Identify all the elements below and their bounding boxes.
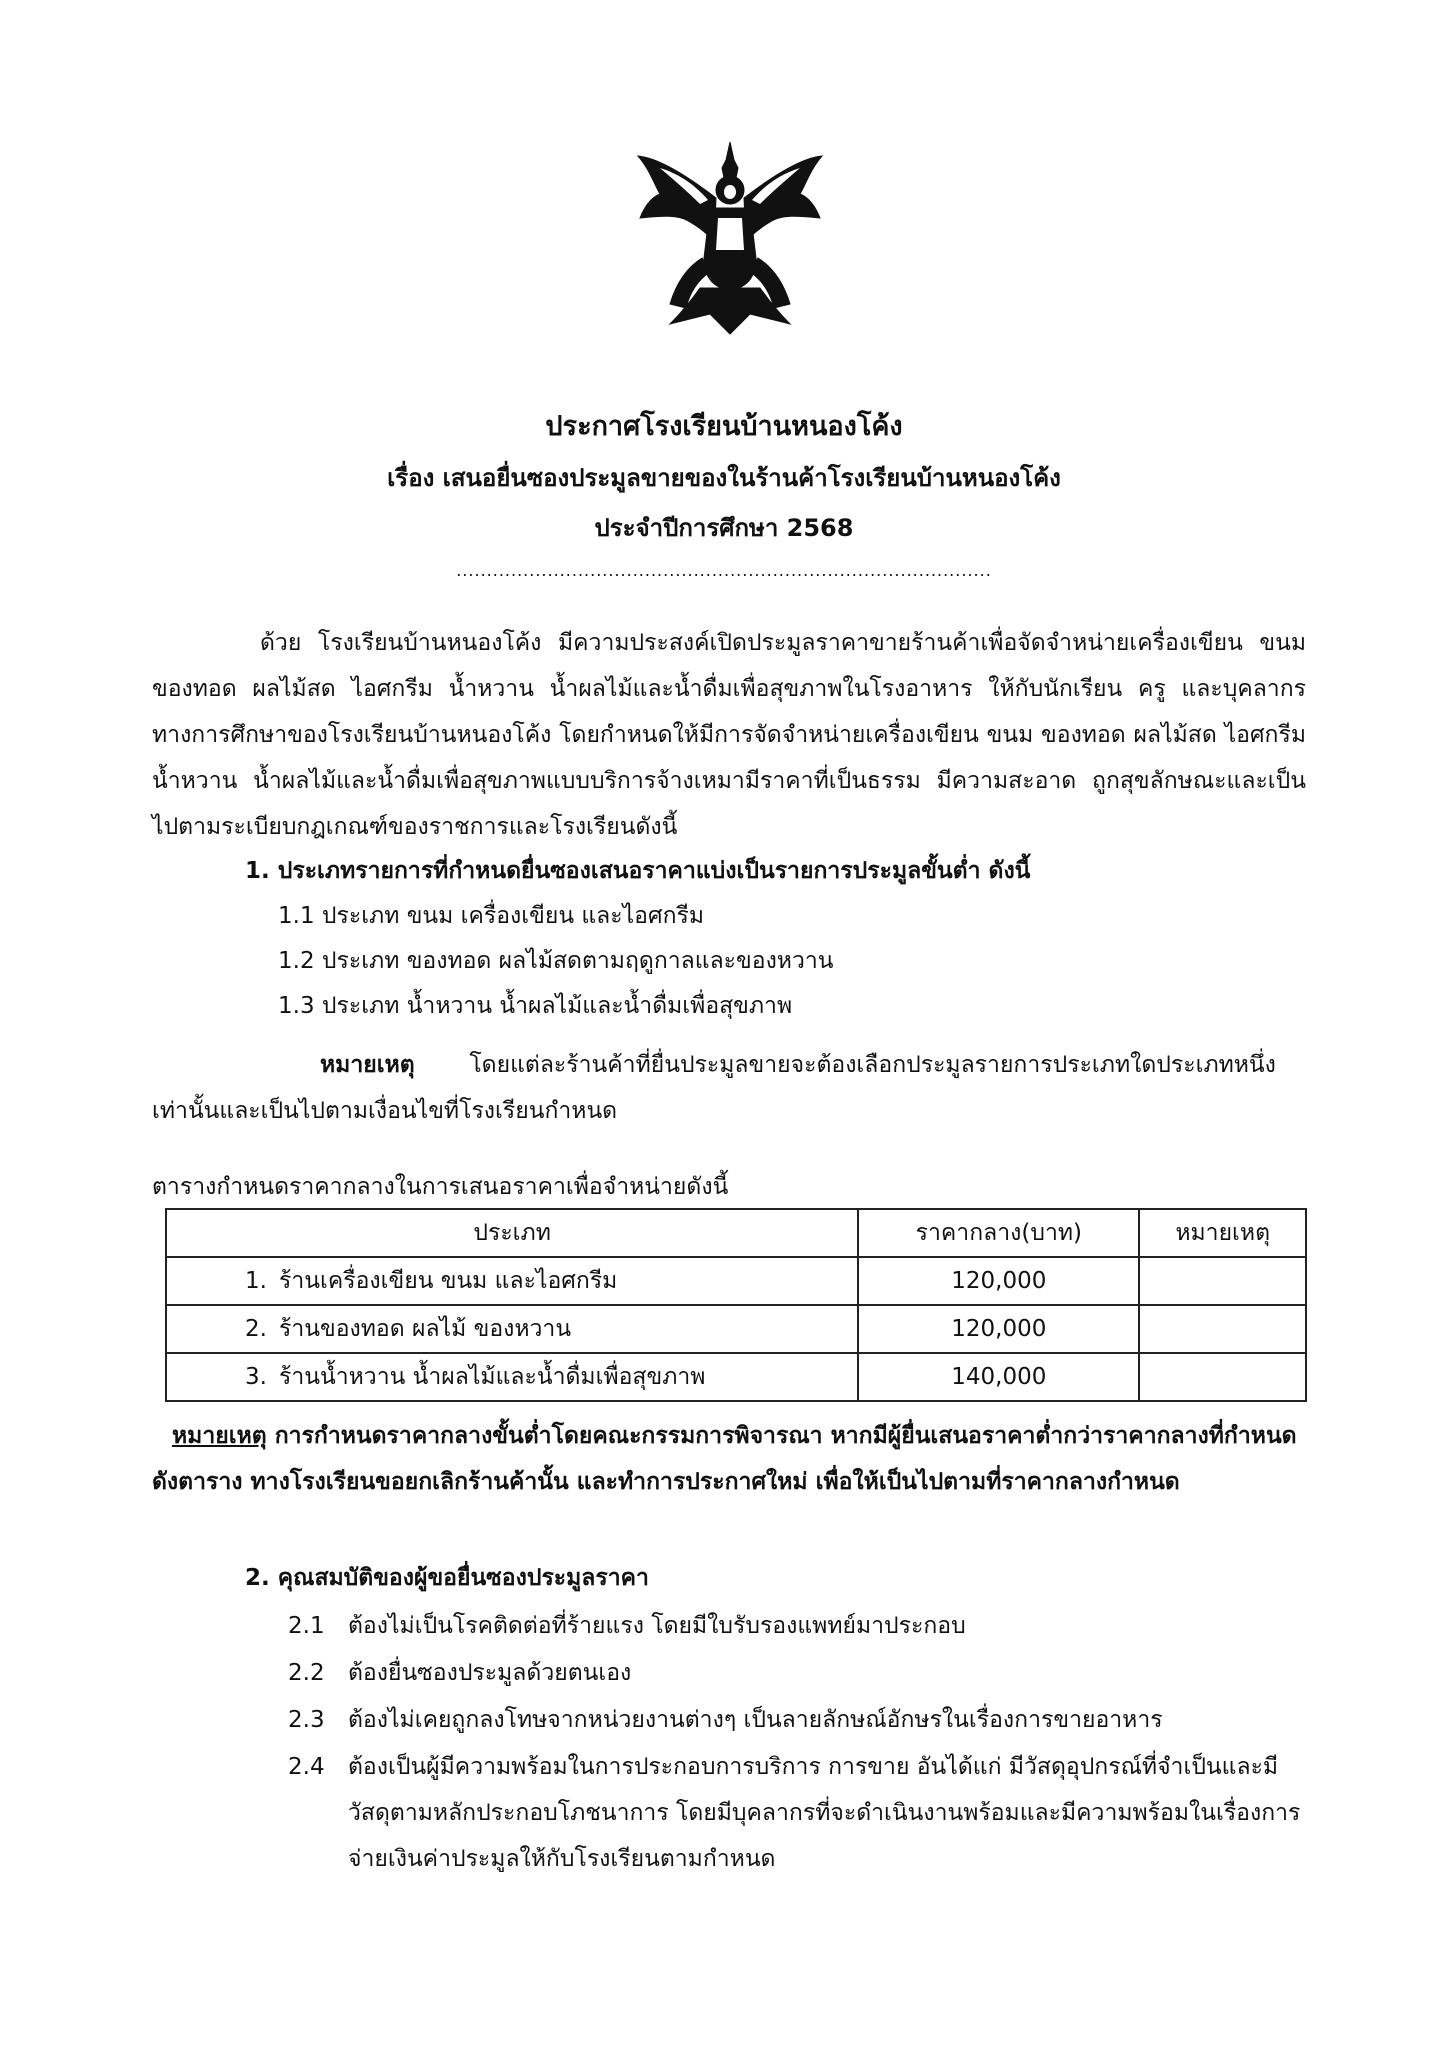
price-note-text: การกำหนดราคากลางขั้นต่ำโดยคณะกรรมการพิจารณา หากมีผู้ยื่นเสนอราคาต่ำกว่าราคากลางที่กำหนดดังตาราง ทางโรงเรียนขอยกเลิกร้านค้านั้น และทำการประกาศใหม่ เพื่อให้เป็นไปตามที่ราคากลางกำหนด — [152, 1423, 1297, 1495]
cell-type: 1. ร้านเครื่องเขียน ขนม และไอศกรีม — [166, 1257, 858, 1305]
cell-type: 3. ร้านน้ำหวาน น้ำผลไม้และน้ำดื่มเพื่อสุขภาพ — [166, 1353, 858, 1401]
table-header-row — [166, 1209, 1306, 1257]
section1-item: 1.1 ประเภท ขนม เครื่องเขียน และไอศกรีม — [278, 903, 705, 929]
cell-price: 140,000 — [858, 1353, 1139, 1401]
page-title: ประกาศโรงเรียนบ้านหนองโค้ง — [545, 411, 903, 442]
cell-note — [1139, 1305, 1306, 1353]
table-row — [166, 1257, 1306, 1305]
section1-heading: 1. ประเภทรายการที่กำหนดยื่นซองเสนอราคาแบ่งเป็นรายการประมูลขั้นต่ำ ดังนี้ — [245, 858, 1031, 884]
price-note — [152, 1413, 1312, 1505]
note-text: โดยแต่ละร้านค้าที่ยื่นประมูลขายจะต้องเลือกประมูลรายการประเภทใดประเภทหนึ่ง — [469, 1052, 1276, 1078]
table-caption: ตารางกำหนดราคากลางในการเสนอราคาเพื่อจำหน่ายดังนี้ — [152, 1174, 729, 1200]
cell-price: 120,000 — [858, 1257, 1139, 1305]
garuda-emblem-icon — [630, 138, 830, 338]
qualification-item: 2.3 ต้องไม่เคยถูกลงโทษจากหน่วยงานต่างๆ เป็นลายลักษณ์อักษรในเรื่องการขายอาหาร — [288, 1707, 1163, 1733]
cell-note — [1139, 1353, 1306, 1401]
intro-text: ด้วย โรงเรียนบ้านหนองโค้ง มีความประสงค์เปิดประมูลราคาขายร้านค้าเพื่อจัดจำหน่ายเครื่องเขียน ขนม ของทอด ผลไม้สด ไอศกรีม น้ำหวาน น้ำผลไม้และน้ำดื่มเพื่อสุขภาพในโรงอาหาร ให้กับนักเรียน ครู และบุคลากรทางการศึกษาของโรงเรียนบ้านหนองโค้ง โดยกำหนดให้มีการจัดจำหน่ายเครื่องเขียน ขนม ของทอด ผลไม้สด ไอศกรีม น้ำหวาน น้ำผลไม้และน้ำดื่มเพื่อสุขภาพแบบบริการจ้างเหมามีราคาที่เป็นธรรม มีความสะอาด ถูกสุขลักษณะและเป็นไปตามระเบียบกฎเกณฑ์ของราชการและโรงเรียนดังนี้ — [152, 630, 1306, 840]
qualification-item-text: ต้องเป็นผู้มีความพร้อมในการประกอบการบริการ การขาย อันได้แก่ มีวัสดุอุปกรณ์ที่จำเป็นและมีวัสดุตามหลักประกอบโภชนาการ โดยมีบุคลากรที่จะดำเนินงานพร้อมและมีความพร้อมในเรื่องการจ่ายเงินค่าประมูลให้กับโรงเรียนตามกำหนด — [348, 1754, 1301, 1872]
qualification-item-no: 2.4 — [288, 1754, 325, 1780]
section1-item: 1.3 ประเภท น้ำหวาน น้ำผลไม้และน้ำดื่มเพื่อสุขภาพ — [278, 993, 793, 1019]
note-label: หมายเหตุ — [320, 1052, 415, 1078]
table-row — [166, 1353, 1306, 1401]
cell-note — [1139, 1257, 1306, 1305]
header-price: ราคากลาง(บาท) — [858, 1209, 1139, 1257]
subject-line: เรื่อง เสนอยื่นซองประมูลขายของในร้านค้าโรงเรียนบ้านหนองโค้ง — [387, 464, 1061, 492]
section1-item: 1.2 ประเภท ของทอด ผลไม้สดตามฤดูกาลและของหวาน — [278, 948, 834, 974]
qualification-item: 2.1 ต้องไม่เป็นโรคติดต่อที่ร้ายแรง โดยมีใบรับรองแพทย์มาประกอบ — [288, 1613, 966, 1639]
academic-year: ประจำปีการศึกษา 2568 — [594, 514, 854, 542]
section1-note-cont: เท่านั้นและเป็นไปตามเงื่อนไขที่โรงเรียนกำหนด — [152, 1098, 618, 1124]
table-row — [166, 1305, 1306, 1353]
section1-note — [320, 1042, 1276, 1088]
price-note-label: หมายเหตุ — [172, 1423, 267, 1449]
header-type: ประเภท — [166, 1209, 858, 1257]
cell-price: 120,000 — [858, 1305, 1139, 1353]
intro-paragraph — [152, 620, 1306, 850]
section2-heading: 2. คุณสมบัติของผู้ขอยื่นซองประมูลราคา — [245, 1565, 649, 1591]
qualification-item: 2.2 ต้องยื่นซองประมูลด้วยตนเอง — [288, 1660, 632, 1686]
header-note: หมายเหตุ — [1139, 1209, 1306, 1257]
cell-type: 2. ร้านของทอด ผลไม้ ของหวาน — [166, 1305, 858, 1353]
price-table — [165, 1208, 1307, 1402]
title-separator: ........................................................................................ — [456, 561, 992, 580]
